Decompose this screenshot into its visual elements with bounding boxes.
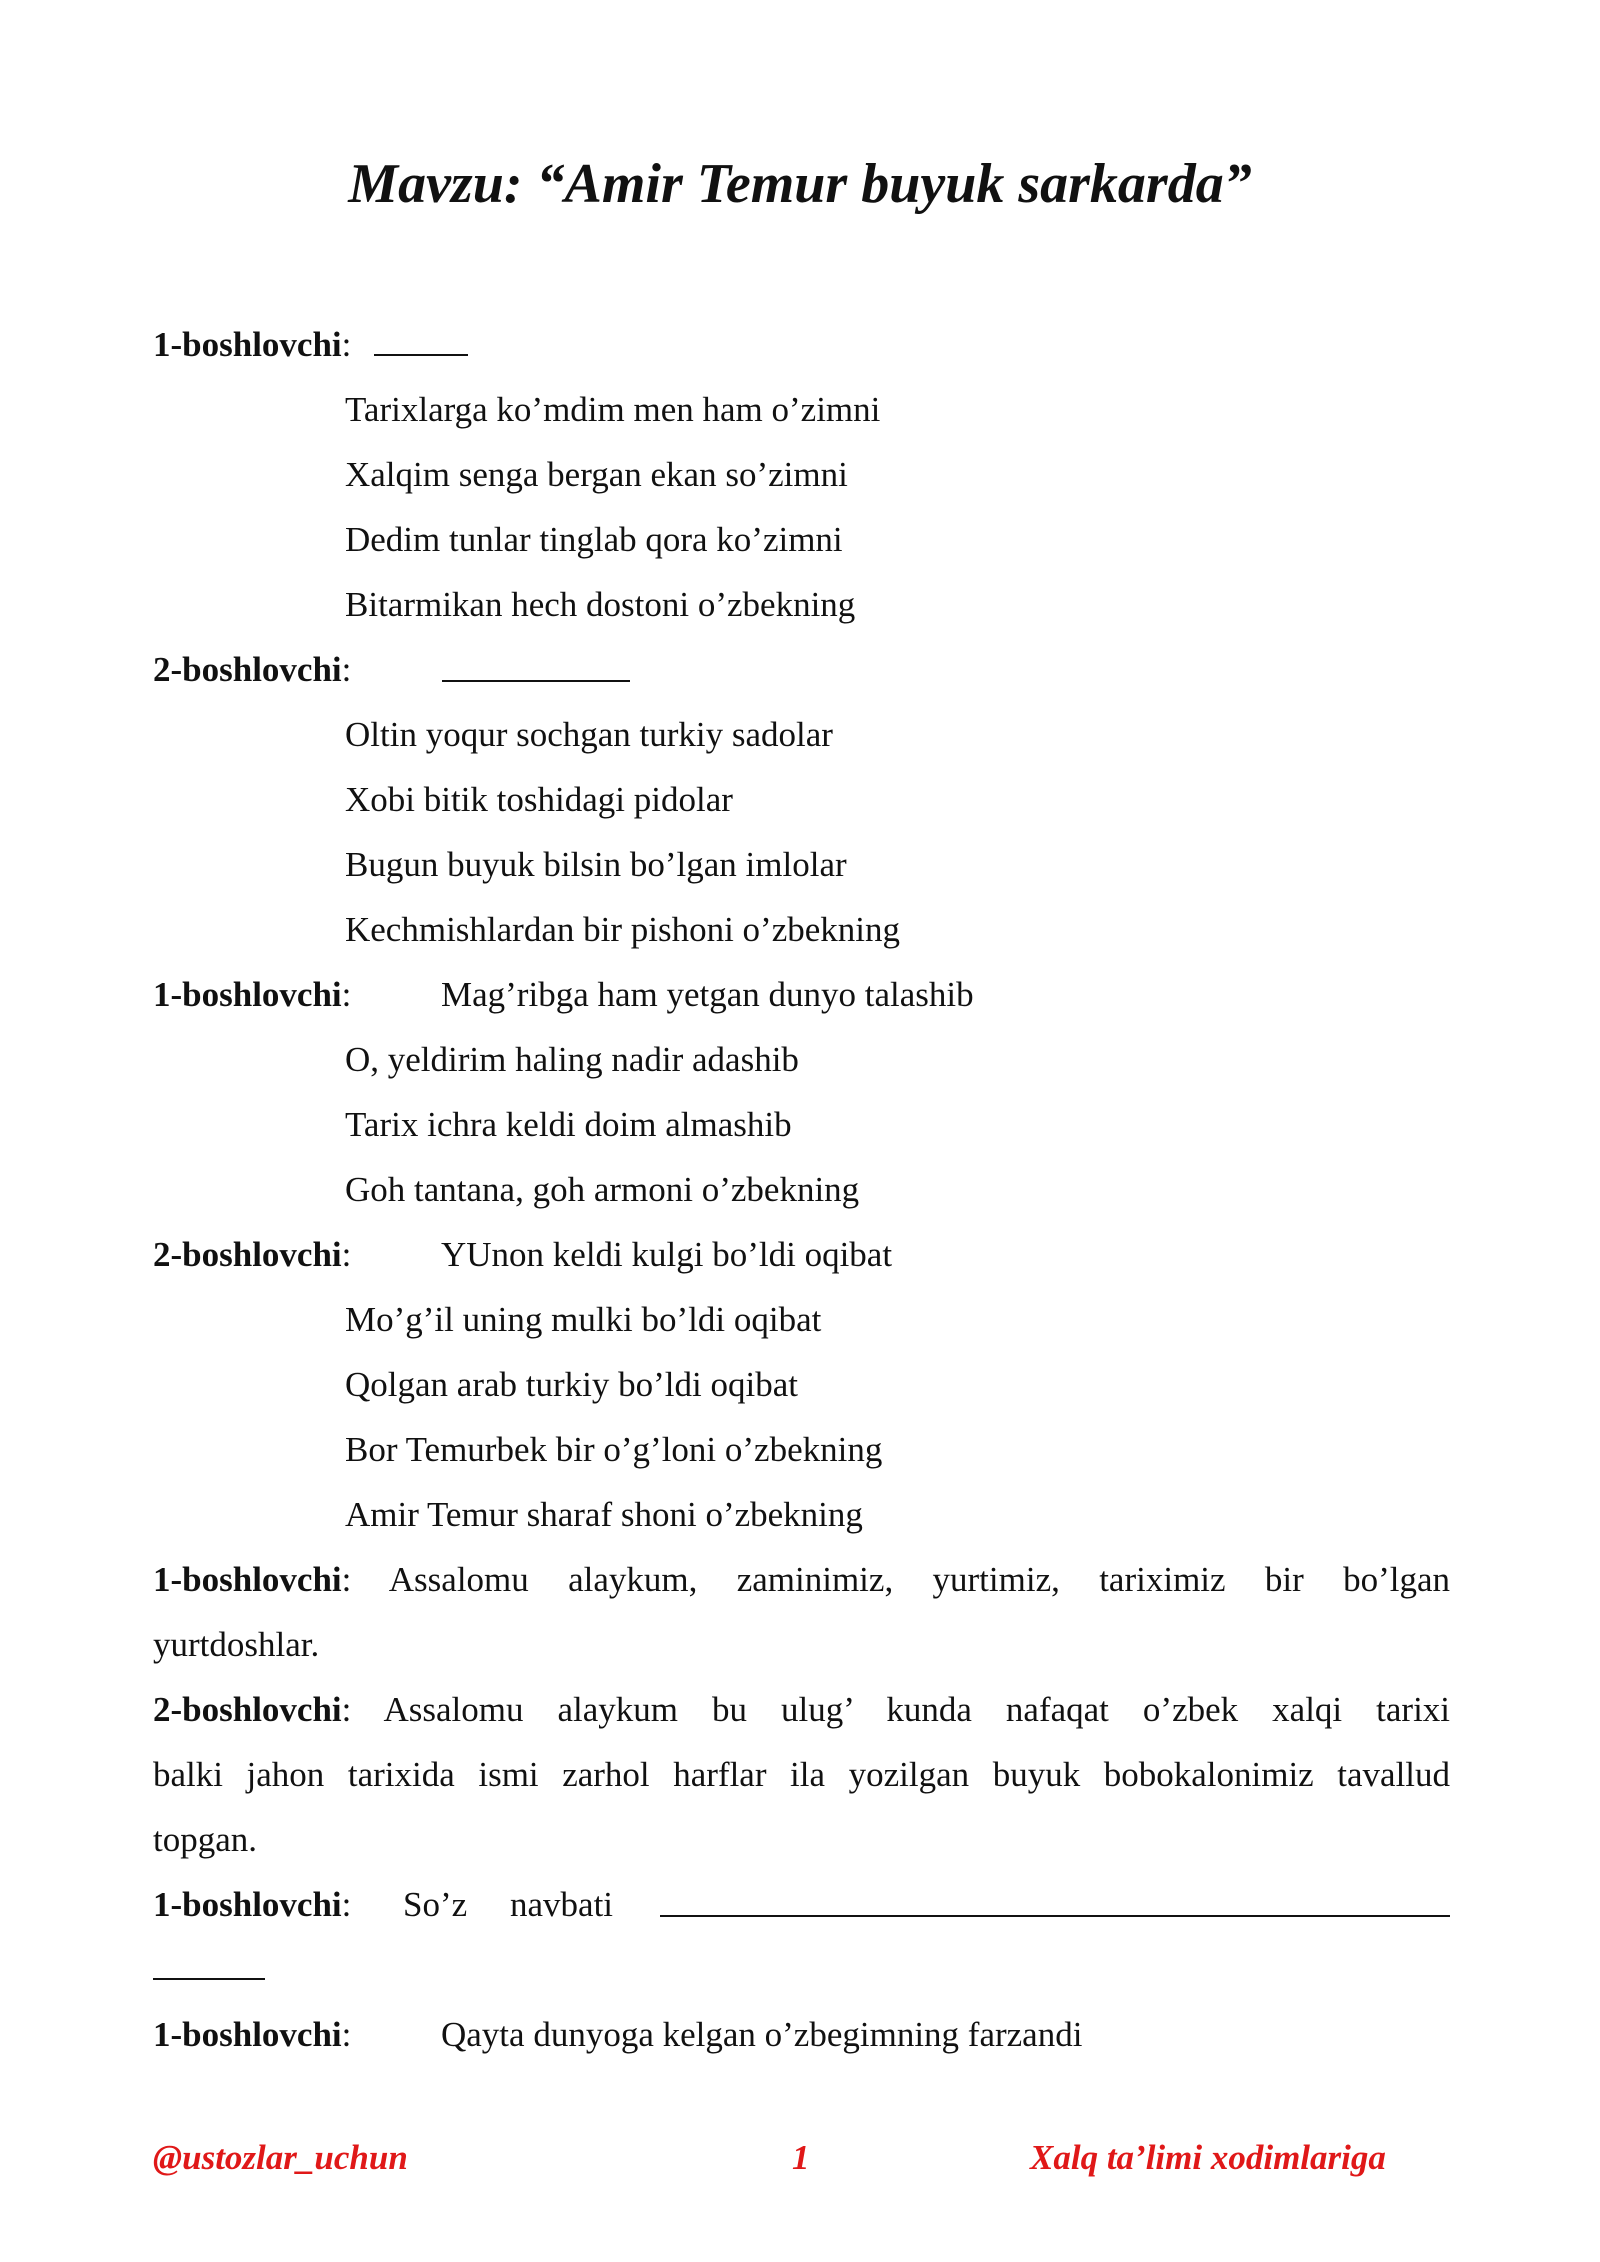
verse-line: Mo’g’il uning mulki bo’ldi oqibat <box>345 1300 822 1339</box>
word: tavallud <box>1337 1755 1451 1794</box>
word: bir <box>1264 1560 1304 1599</box>
blank-line <box>153 1950 265 1980</box>
speaker-label: 2-boshlovchi <box>153 650 342 689</box>
verse-line: Bugun buyuk bilsin bo’lgan imlolar <box>345 845 847 884</box>
verse-line: YUnon keldi kulgi bo’ldi oqibat <box>441 1235 893 1274</box>
word: bo’lgan <box>1343 1560 1451 1599</box>
paragraph-line <box>153 1690 1450 1730</box>
word: tariximiz <box>1099 1560 1226 1599</box>
word: harflar <box>673 1755 767 1794</box>
footer-handle: @ustozlar_uchun <box>153 2138 408 2177</box>
word: yozilgan <box>848 1755 970 1794</box>
speaker-label: 2-boshlovchi <box>153 1690 342 1729</box>
colon: : <box>341 1885 352 1924</box>
word: yurtimiz, <box>932 1560 1060 1599</box>
speaker-label: 2-boshlovchi <box>153 1235 342 1274</box>
verse-line: Goh tantana, goh armoni o’zbekning <box>345 1170 860 1209</box>
colon: : <box>341 1235 352 1274</box>
verse-line: Tarixlarga ko’mdim men ham o’zimni <box>345 390 881 429</box>
colon: : <box>341 1690 352 1729</box>
paragraph-line <box>153 1755 1450 1795</box>
word: bu <box>712 1690 748 1729</box>
page-number: 1 <box>792 2138 810 2177</box>
verse-line: Kechmishlardan bir pishoni o’zbekning <box>345 910 901 949</box>
word: xalqi <box>1272 1690 1343 1729</box>
speaker-line <box>153 1235 351 1275</box>
speaker-label: 1-boshlovchi <box>153 975 342 1014</box>
speaker-line <box>153 2015 351 2055</box>
speaker-line <box>153 975 351 1015</box>
word: jahon <box>246 1755 325 1794</box>
paragraph-line: yurtdoshlar. <box>153 1625 320 1664</box>
word: navbati <box>510 1885 614 1924</box>
colon: : <box>341 2015 352 2054</box>
verse-line: Oltin yoqur sochgan turkiy sadolar <box>345 715 833 754</box>
word: tarixida <box>347 1755 455 1794</box>
verse-line: Tarix ichra keldi doim almashib <box>345 1105 792 1144</box>
paragraph-line <box>153 1560 1450 1600</box>
speaker-line <box>153 1885 351 1925</box>
word: ila <box>790 1755 826 1794</box>
colon: : <box>341 975 352 1014</box>
colon: : <box>341 650 352 689</box>
word: buyuk <box>992 1755 1081 1794</box>
word: tarixi <box>1376 1690 1451 1729</box>
blank-line <box>660 1887 1450 1917</box>
verse-line: Mag’ribga ham yetgan dunyo talashib <box>441 975 974 1014</box>
word: Assalomu <box>383 1690 524 1729</box>
blank-line <box>442 652 630 682</box>
word: Assalomu <box>388 1560 529 1599</box>
word: kunda <box>886 1690 972 1729</box>
verse-line: Qolgan arab turkiy bo’ldi oqibat <box>345 1365 798 1404</box>
verse-line: Bor Temurbek bir o’g’loni o’zbekning <box>345 1430 883 1469</box>
word: So’z <box>403 1885 468 1924</box>
verse-line: Qayta dunyoga kelgan o’zbegimning farzandi <box>441 2015 1083 2054</box>
word: bobokalonimiz <box>1103 1755 1314 1794</box>
blank-line <box>374 326 468 356</box>
verse-line: Xobi bitik toshidagi pidolar <box>345 780 733 819</box>
colon: : <box>341 1560 352 1599</box>
word: ulug’ <box>781 1690 853 1729</box>
word: alaykum, <box>568 1560 698 1599</box>
word: o’zbek <box>1142 1690 1239 1729</box>
word: zaminimiz, <box>736 1560 894 1599</box>
speaker-label: 1-boshlovchi <box>153 325 342 364</box>
speaker-line <box>153 325 468 365</box>
verse-line: O, yeldirim haling nadir adashib <box>345 1040 799 1079</box>
verse-line: Amir Temur sharaf shoni o’zbekning <box>345 1495 863 1534</box>
speaker-label: 1-boshlovchi <box>153 2015 342 2054</box>
paragraph-line: topgan. <box>153 1820 258 1859</box>
page-title: Mavzu: “Amir Temur buyuk sarkarda” <box>348 153 1252 215</box>
speaker-label: 1-boshlovchi <box>153 1560 342 1599</box>
word: balki <box>153 1755 223 1794</box>
speaker-label: 1-boshlovchi <box>153 1885 342 1924</box>
verse-line: Bitarmikan hech dostoni o’zbekning <box>345 585 856 624</box>
verse-line: Xalqim senga bergan ekan so’zimni <box>345 455 848 494</box>
word: ismi <box>478 1755 539 1794</box>
speaker-line <box>153 650 351 690</box>
word: alaykum <box>557 1690 679 1729</box>
verse-line: Dedim tunlar tinglab qora ko’zimni <box>345 520 843 559</box>
word: nafaqat <box>1005 1690 1109 1729</box>
footer-caption: Xalq ta’limi xodimlariga <box>1030 2138 1386 2177</box>
word: zarhol <box>562 1755 650 1794</box>
colon: : <box>341 325 352 364</box>
